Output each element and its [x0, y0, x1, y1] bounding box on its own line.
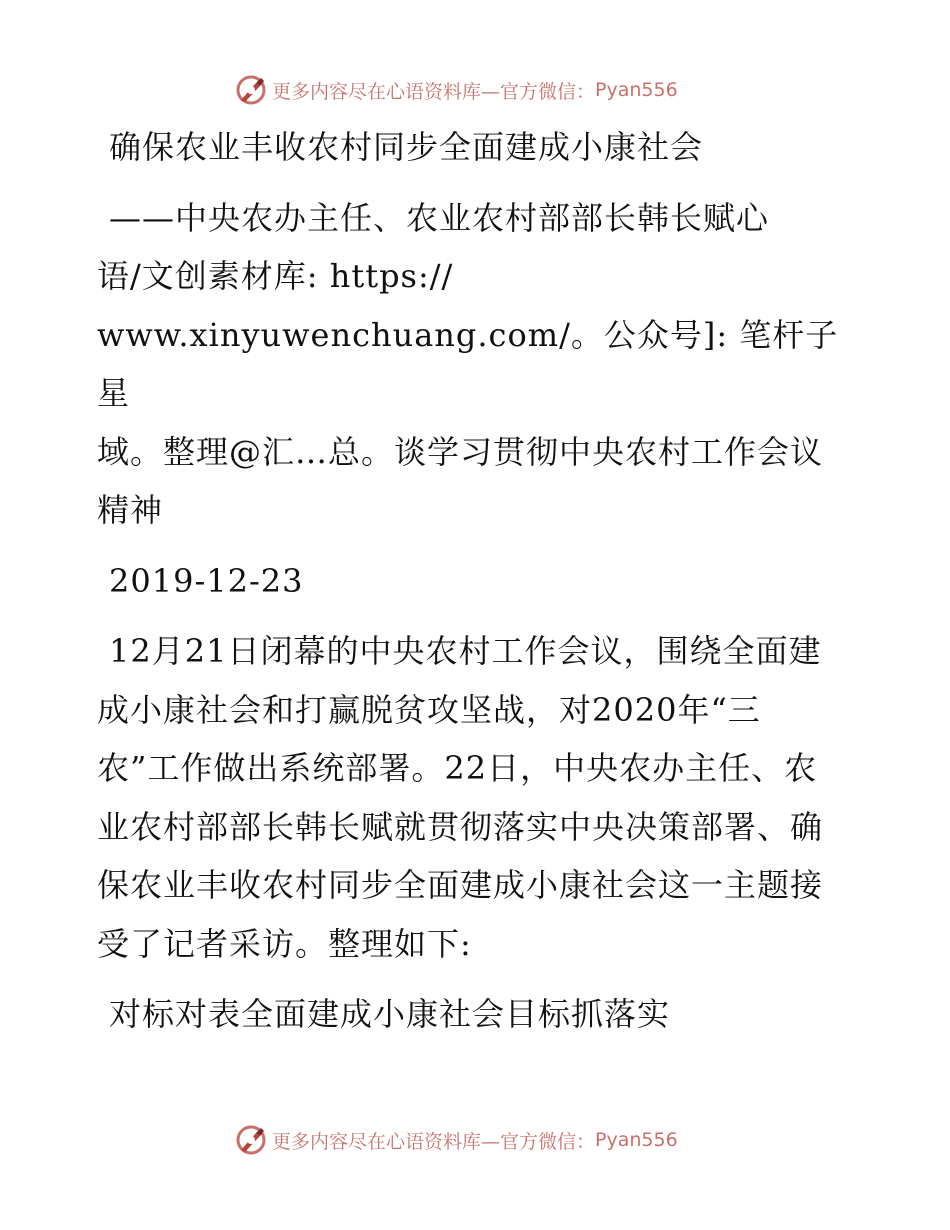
subtitle-line: www.xinyuwenchuang.com/。公众号]: 笔杆子星: [97, 315, 839, 412]
pen-logo-icon: [234, 73, 268, 107]
pen-logo-icon: [234, 1123, 268, 1157]
body-line: 保农业丰收农村同步全面建成小康社会这一主题接: [97, 866, 824, 904]
watermark-text: 更多内容尽在心语资料库—官方微信：: [272, 1130, 596, 1153]
document-body: [97, 118, 867, 1044]
subtitle-line: 域。整理@汇…总。谈学习贯彻中央农村工作会议: [97, 432, 824, 471]
subtitle-line: 精神: [97, 491, 164, 529]
subtitle-line: ——中央农办主任、农业农村部部长韩长赋心: [109, 198, 770, 237]
document-title: 确保农业丰收农村同步全面建成小康社会: [109, 128, 704, 166]
document-date: 2019-12-23: [109, 561, 304, 600]
body-line: 12月21日闭幕的中央农村工作会议，围绕全面建: [109, 632, 822, 670]
body-line: 业农村部部长韩长赋就贯彻落实中央决策部署、确: [97, 807, 824, 846]
watermark-footer: [234, 1122, 678, 1158]
body-line: 成小康社会和打赢脱贫攻坚战，对2020年“三: [97, 690, 761, 729]
body-line: 农”工作做出系统部署。22日，中央农办主任、农: [97, 749, 818, 787]
watermark-header: [234, 72, 678, 108]
watermark-text: 更多内容尽在心语资料库—官方微信：: [272, 80, 596, 103]
watermark-wechat-id: Pyan556: [595, 1129, 678, 1151]
section-heading: 对标对表全面建成小康社会目标抓落实: [109, 995, 671, 1033]
body-line: 受了记者采访。整理如下:: [97, 924, 472, 963]
watermark-wechat-id: Pyan556: [595, 79, 678, 101]
subtitle-line: 语/文创素材库: https://: [97, 257, 454, 295]
